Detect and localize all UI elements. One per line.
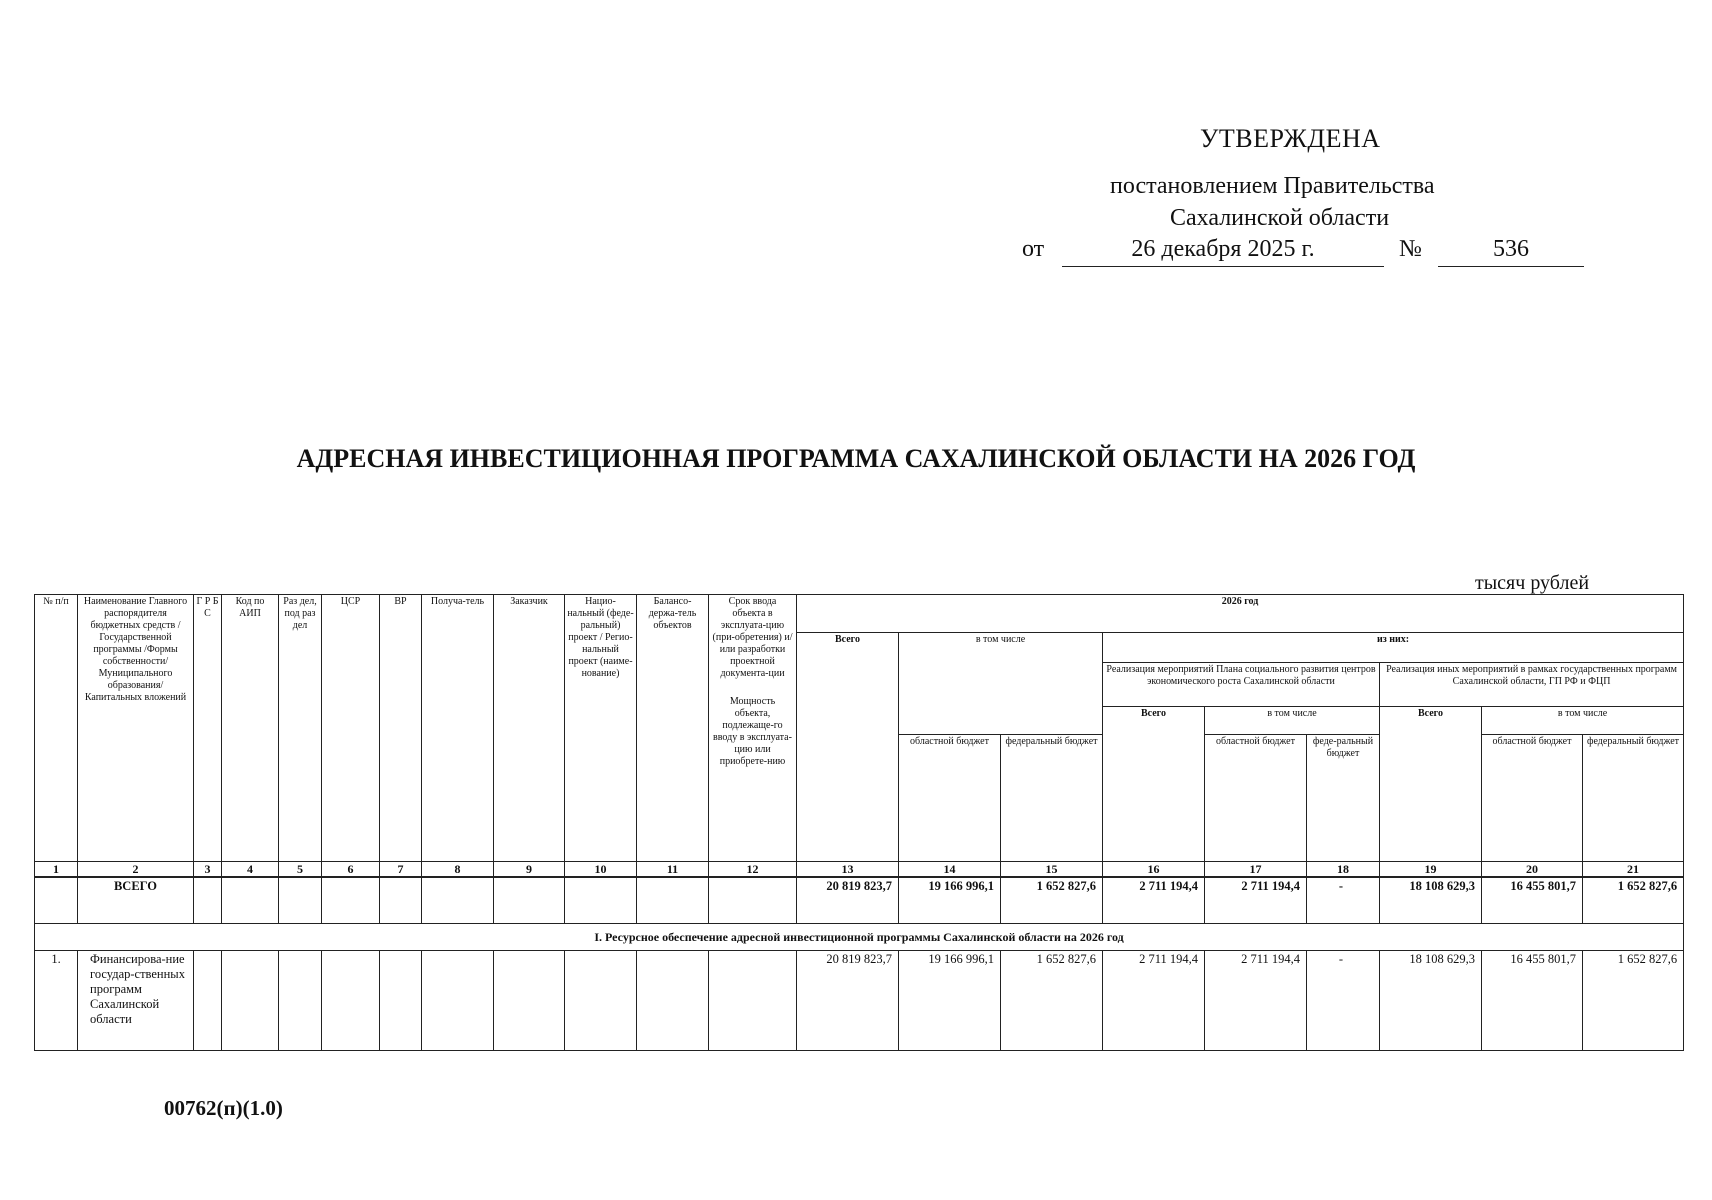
column-number-18: 18	[1307, 862, 1380, 878]
row-1-empty-cell	[279, 950, 322, 1050]
header-customer: Заказчик	[494, 595, 565, 862]
row-1-value-col-20: 16 455 801,7	[1482, 950, 1583, 1050]
total-empty-cell	[194, 877, 222, 923]
total-value-col-13: 20 819 823,7	[797, 877, 899, 923]
row-1-num: 1.	[35, 950, 78, 1050]
total-value-col-16: 2 711 194,4	[1103, 877, 1205, 923]
total-empty-cell	[322, 877, 380, 923]
section-title: I. Ресурсное обеспечение адресной инвестиционной программы Сахалинской области на 2026 год	[35, 923, 1684, 950]
total-empty-cell	[222, 877, 279, 923]
row-1-value-col-17: 2 711 194,4	[1205, 950, 1307, 1050]
header-other-total: Всего	[1380, 707, 1482, 862]
total-value-col-21: 1 652 827,6	[1583, 877, 1684, 923]
row-1-value-col-16: 2 711 194,4	[1103, 950, 1205, 1050]
total-empty-cell	[565, 877, 637, 923]
header-national-project: Нацио-нальный (феде-ральный) проект / Регио-нальный проект (наиме-нование)	[565, 595, 637, 862]
header-csr: ЦСР	[322, 595, 380, 862]
header-grbs: Г Р Б С	[194, 595, 222, 862]
total-label: ВСЕГО	[78, 877, 194, 923]
row-1-empty-cell	[422, 950, 494, 1050]
column-number-12: 12	[709, 862, 797, 878]
column-number-9: 9	[494, 862, 565, 878]
total-value-col-17: 2 711 194,4	[1205, 877, 1307, 923]
approval-date-row	[1022, 236, 1582, 270]
total-value-col-19: 18 108 629,3	[1380, 877, 1482, 923]
row-1-value-col-14: 19 166 996,1	[899, 950, 1001, 1050]
row-1-value-col-19: 18 108 629,3	[1380, 950, 1482, 1050]
approval-date: 26 декабря 2025 г.	[1062, 236, 1384, 267]
row-1-value-col-21: 1 652 827,6	[1583, 950, 1684, 1050]
column-number-8: 8	[422, 862, 494, 878]
header-aip-code: Код по АИП	[222, 595, 279, 862]
document-code: 00762(п)(1.0)	[164, 1096, 283, 1120]
header-commissioning-term: Срок ввода объекта в эксплуата-цию (при-обретения) и/или разработки проектной документа-ции	[712, 596, 793, 679]
column-number-5: 5	[279, 862, 322, 878]
column-number-16: 16	[1103, 862, 1205, 878]
row-1-value-col-13: 20 819 823,7	[797, 950, 899, 1050]
header-total: Всего	[797, 633, 899, 862]
column-number-15: 15	[1001, 862, 1103, 878]
column-number-11: 11	[637, 862, 709, 878]
header-balance-holder: Балансо-держа-тель объектов	[637, 595, 709, 862]
header-recipient: Получа-тель	[422, 595, 494, 862]
column-number-13: 13	[797, 862, 899, 878]
number-sign: №	[1399, 236, 1422, 262]
column-number-6: 6	[322, 862, 380, 878]
approval-line-2: Сахалинской области	[1170, 205, 1390, 231]
column-number-20: 20	[1482, 862, 1583, 878]
column-number-1: 1	[35, 862, 78, 878]
total-empty-cell	[279, 877, 322, 923]
row-1-empty-cell	[565, 950, 637, 1050]
total-value-col-20: 16 455 801,7	[1482, 877, 1583, 923]
header-federal-budget: федеральный бюджет	[1001, 735, 1103, 862]
header-of-them: из них:	[1103, 633, 1684, 663]
row-1-value-col-18: -	[1307, 950, 1380, 1050]
header-other: Реализация иных мероприятий в рамках государственных программ Сахалинской области, ГП РФ и ФЦП	[1380, 663, 1684, 707]
header-plan-total: Всего	[1103, 707, 1205, 862]
header-vr: ВР	[380, 595, 422, 862]
header-plan-regional: областной бюджет	[1205, 735, 1307, 862]
header-name: Наименование Главного распорядителя бюджетных средств / Государственной программы /Формы собственности/ Муниципального образования/ Капитальных вложений	[78, 595, 194, 862]
column-number-7: 7	[380, 862, 422, 878]
header-other-including: в том числе	[1482, 707, 1684, 735]
row-1-empty-cell	[380, 950, 422, 1050]
total-value-col-18: -	[1307, 877, 1380, 923]
column-number-3: 3	[194, 862, 222, 878]
total-value-col-15: 1 652 827,6	[1001, 877, 1103, 923]
total-value-col-14: 19 166 996,1	[899, 877, 1001, 923]
header-other-regional: областной бюджет	[1482, 735, 1583, 862]
document-title: АДРЕСНАЯ ИНВЕСТИЦИОННАЯ ПРОГРАММА САХАЛИНСКОЙ ОБЛАСТИ НА 2026 ГОД	[296, 444, 1416, 473]
total-empty-cell	[380, 877, 422, 923]
row-1-empty-cell	[194, 950, 222, 1050]
total-empty-cell	[422, 877, 494, 923]
total-num-cell	[35, 877, 78, 923]
column-number-14: 14	[899, 862, 1001, 878]
header-plan: Реализация мероприятий Плана социального развития центров экономического роста Сахалинской области	[1103, 663, 1380, 707]
header-capacity: Мощность объекта, подлежаще-го вводу в эксплуата-цию или приобрете-нию	[713, 696, 792, 767]
header-regional-budget: областной бюджет	[899, 735, 1001, 862]
from-label: от	[1022, 236, 1045, 262]
header-num: № п/п	[35, 595, 78, 862]
row-1-value-col-15: 1 652 827,6	[1001, 950, 1103, 1050]
row-1-empty-cell	[222, 950, 279, 1050]
approval-number: 536	[1438, 236, 1584, 267]
header-section: Раз дел, под раз дел	[279, 595, 322, 862]
units-label: тысяч рублей	[1475, 572, 1590, 594]
investment-program-table	[34, 594, 1684, 1051]
total-empty-cell	[637, 877, 709, 923]
row-1-empty-cell	[322, 950, 380, 1050]
header-plan-federal: феде-ральный бюджет	[1307, 735, 1380, 862]
column-number-10: 10	[565, 862, 637, 878]
row-1-empty-cell	[637, 950, 709, 1050]
total-empty-cell	[709, 877, 797, 923]
header-commissioning	[709, 595, 797, 862]
header-year: 2026 год	[797, 595, 1684, 633]
header-including: в том числе	[899, 633, 1103, 735]
row-1-empty-cell	[494, 950, 565, 1050]
column-number-2: 2	[78, 862, 194, 878]
column-number-21: 21	[1583, 862, 1684, 878]
column-number-19: 19	[1380, 862, 1482, 878]
row-1-name: Финансирова-ние государ-ственных программ Сахалинской области	[78, 950, 194, 1050]
approval-title: УТВЕРЖДЕНА	[1200, 124, 1381, 153]
header-other-federal: федеральный бюджет	[1583, 735, 1684, 862]
column-number-4: 4	[222, 862, 279, 878]
column-number-17: 17	[1205, 862, 1307, 878]
row-1-empty-cell	[709, 950, 797, 1050]
total-empty-cell	[494, 877, 565, 923]
approval-line-1: постановлением Правительства	[1110, 173, 1435, 199]
header-plan-including: в том числе	[1205, 707, 1380, 735]
